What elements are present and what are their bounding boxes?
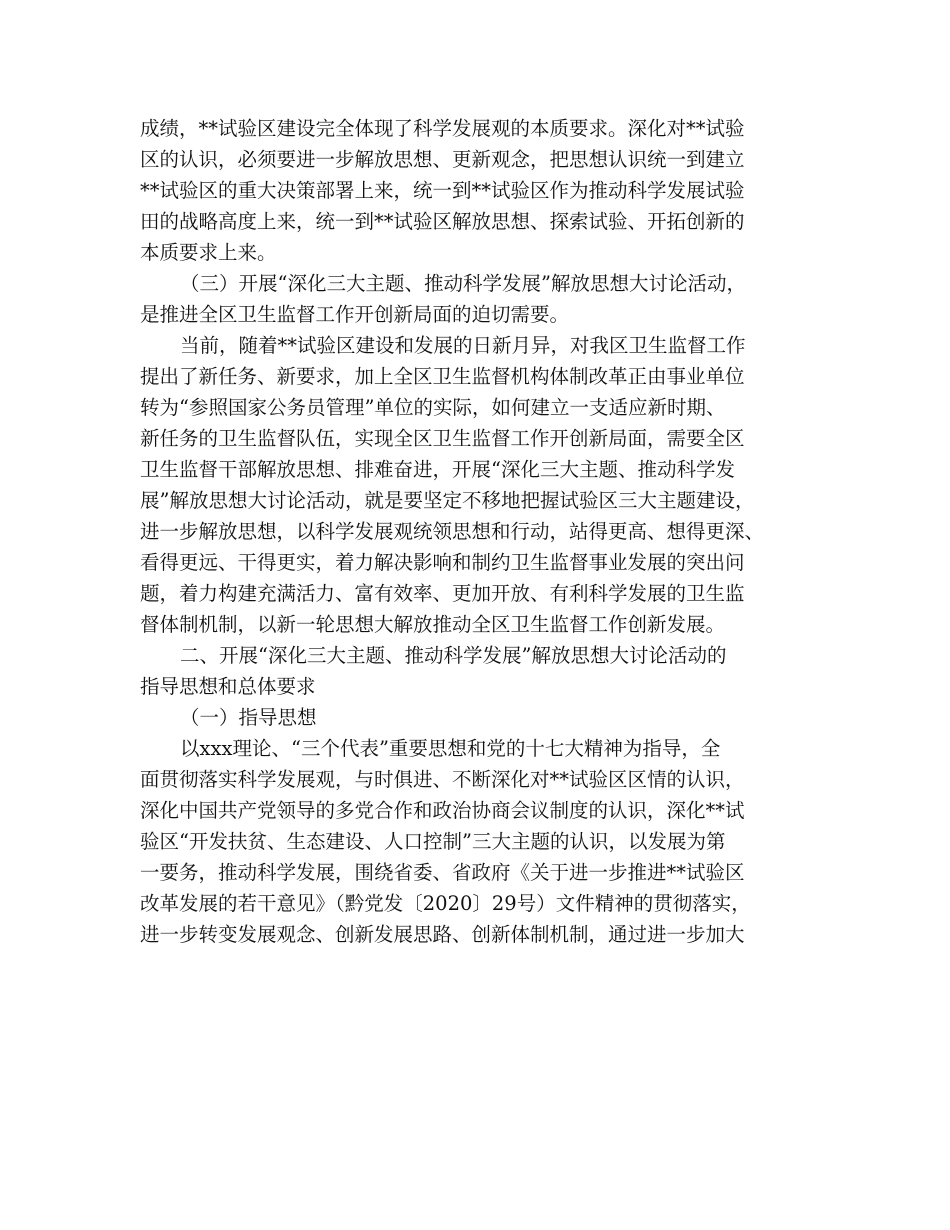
text-line: 新任务的卫生监督队伍，实现全区卫生监督工作开创新局面，需要全区 xyxy=(140,427,745,450)
text-line: 展”解放思想大讨论活动，就是要坚定不移地把握试验区三大主题建设， xyxy=(140,489,755,512)
text-line: 二、开展“深化三大主题、推动科学发展”解放思想大讨论活动的 xyxy=(180,644,727,667)
text-line: 验区“开发扶贫、生态建设、人口控制”三大主题的认识，以发展为第 xyxy=(140,830,726,853)
text-line: 题，着力构建充满活力、富有效率、更加开放、有利科学发展的卫生监 xyxy=(140,582,745,605)
text-line: 进一步转变发展观念、创新发展思路、创新体制机制，通过进一步加大 xyxy=(140,923,745,946)
text-line: 以xxx理论、“三个代表”重要思想和党的十七大精神为指导，全 xyxy=(180,737,721,760)
text-line: 看得更远、干得更实，着力解决影响和制约卫生监督事业发展的突出问 xyxy=(140,551,745,574)
text-line: 改革发展的若干意见》（黔党发〔2020〕29号）文件精神的贯彻落实， xyxy=(140,892,751,915)
document-page xyxy=(140,113,830,950)
text-line: 成绩，**试验区建设完全体现了科学发展观的本质要求。深化对**试验 xyxy=(140,117,745,140)
text-line: 提出了新任务、新要求，加上全区卫生监督机构体制改革正由事业单位 xyxy=(140,365,745,388)
text-line: 区的认识，必须要进一步解放思想、更新观念，把思想认识统一到建立 xyxy=(140,148,745,171)
text-line: 深化中国共产党领导的多党合作和政治协商会议制度的认识，深化**试 xyxy=(140,799,745,822)
text-line: 本质要求上来。 xyxy=(140,241,277,264)
text-line: （三）开展“深化三大主题、推动科学发展”解放思想大讨论活动， xyxy=(180,272,746,295)
text-line: 是推进全区卫生监督工作开创新局面的迫切需要。 xyxy=(140,303,570,326)
text-line: 田的战略高度上来，统一到**试验区解放思想、探索试验、开拓创新的 xyxy=(140,210,745,233)
text-line: 卫生监督干部解放思想、排难奋进，开展“深化三大主题、推动科学发 xyxy=(140,458,735,481)
text-line: 转为“参照国家公务员管理”单位的实际，如何建立一支适应新时期、 xyxy=(140,396,726,419)
text-line: （一）指导思想 xyxy=(180,706,317,729)
text-line: 面贯彻落实科学发展观，与时俱进、不断深化对**试验区区情的认识， xyxy=(140,768,745,791)
text-line: 指导思想和总体要求 xyxy=(140,675,316,698)
text-line: 督体制机制，以新一轮思想大解放推动全区卫生监督工作创新发展。 xyxy=(140,613,726,636)
text-line: **试验区的重大决策部署上来，统一到**试验区作为推动科学发展试验 xyxy=(140,179,745,202)
text-line: 一要务，推动科学发展，围绕省委、省政府《关于进一步推进**试验区 xyxy=(140,861,745,884)
text-line: 进一步解放思想，以科学发展观统领思想和行动，站得更高、想得更深、 xyxy=(140,520,765,543)
text-line: 当前，随着**试验区建设和发展的日新月异，对我区卫生监督工作 xyxy=(180,334,746,357)
